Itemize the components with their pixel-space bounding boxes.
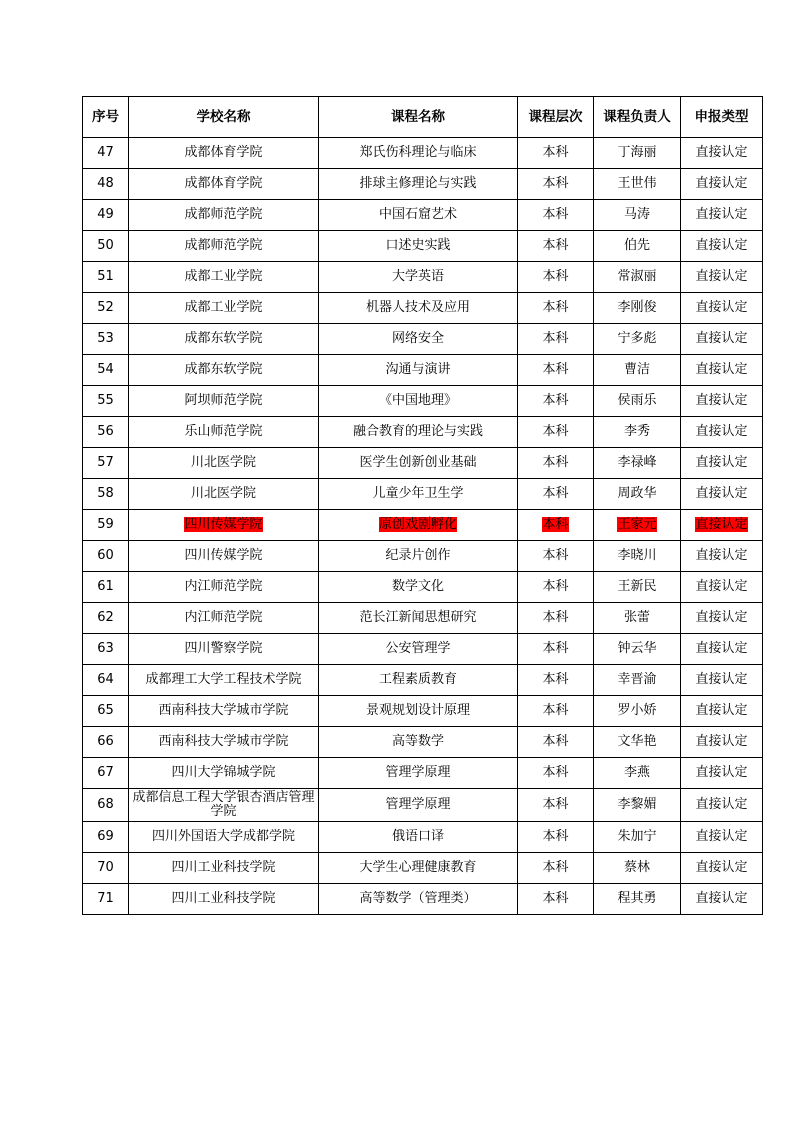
cell-course: 高等数学 [319, 727, 518, 758]
table-row [83, 510, 763, 541]
cell-course: 网络安全 [319, 324, 518, 355]
cell-school: 川北医学院 [129, 448, 319, 479]
cell-type: 直接认定 [681, 231, 763, 262]
cell-school: 四川警察学院 [129, 634, 319, 665]
cell-course: 数学文化 [319, 572, 518, 603]
cell-level: 本科 [518, 789, 594, 822]
table-row [83, 634, 763, 665]
cell-school: 内江师范学院 [129, 603, 319, 634]
cell-level: 本科 [518, 200, 594, 231]
cell-index: 70 [83, 853, 129, 884]
cell-type: 直接认定 [681, 262, 763, 293]
highlighted-text: 本科 [542, 517, 569, 532]
header-row [83, 97, 763, 138]
cell-index: 58 [83, 479, 129, 510]
table-row [83, 417, 763, 448]
cell-index: 65 [83, 696, 129, 727]
cell-index: 57 [83, 448, 129, 479]
table-header [83, 97, 763, 138]
cell-school: 四川大学锦城学院 [129, 758, 319, 789]
table-row [83, 293, 763, 324]
cell-school: 西南科技大学城市学院 [129, 696, 319, 727]
cell-level: 本科 [518, 665, 594, 696]
cell-type: 直接认定 [681, 884, 763, 915]
cell-type: 直接认定 [681, 634, 763, 665]
cell-lead: 蔡林 [594, 853, 681, 884]
table-row [83, 727, 763, 758]
cell-level: 本科 [518, 231, 594, 262]
cell-index: 61 [83, 572, 129, 603]
cell-index: 56 [83, 417, 129, 448]
cell-course: 儿童少年卫生学 [319, 479, 518, 510]
cell-course: 纪录片创作 [319, 541, 518, 572]
table-row [83, 541, 763, 572]
cell-type: 直接认定 [681, 355, 763, 386]
highlighted-text: 直接认定 [695, 517, 748, 532]
cell-lead: 丁海丽 [594, 138, 681, 169]
cell-course: 公安管理学 [319, 634, 518, 665]
cell-school: 成都体育学院 [129, 169, 319, 200]
cell-school: 内江师范学院 [129, 572, 319, 603]
cell-lead: 朱加宁 [594, 822, 681, 853]
cell-lead: 李刚俊 [594, 293, 681, 324]
cell-school: 川北医学院 [129, 479, 319, 510]
course-table [82, 96, 763, 915]
cell-school: 阿坝师范学院 [129, 386, 319, 417]
cell-type: 直接认定 [681, 138, 763, 169]
cell-school: 成都师范学院 [129, 200, 319, 231]
header-index: 序号 [83, 97, 129, 138]
cell-type: 直接认定 [681, 200, 763, 231]
table-row [83, 822, 763, 853]
cell-index: 55 [83, 386, 129, 417]
table-row [83, 884, 763, 915]
cell-lead: 李晓川 [594, 541, 681, 572]
cell-index: 60 [83, 541, 129, 572]
cell-lead: 李禄峰 [594, 448, 681, 479]
cell-index: 71 [83, 884, 129, 915]
cell-index: 49 [83, 200, 129, 231]
cell-course: 大学英语 [319, 262, 518, 293]
cell-index: 54 [83, 355, 129, 386]
cell-type: 直接认定 [681, 479, 763, 510]
cell-course: 口述史实践 [319, 231, 518, 262]
cell-level: 本科 [518, 727, 594, 758]
cell-level: 本科 [518, 572, 594, 603]
table-row [83, 572, 763, 603]
cell-type: 直接认定 [681, 448, 763, 479]
table-row [83, 324, 763, 355]
cell-level: 本科 [518, 479, 594, 510]
cell-course: 排球主修理论与实践 [319, 169, 518, 200]
cell-school: 成都东软学院 [129, 324, 319, 355]
cell-course: 范长江新闻思想研究 [319, 603, 518, 634]
cell-course: 大学生心理健康教育 [319, 853, 518, 884]
cell-type: 直接认定 [681, 603, 763, 634]
cell-index: 69 [83, 822, 129, 853]
cell-level: 本科 [518, 603, 594, 634]
cell-course: 管理学原理 [319, 758, 518, 789]
cell-index: 48 [83, 169, 129, 200]
cell-lead: 常淑丽 [594, 262, 681, 293]
cell-type: 直接认定 [681, 758, 763, 789]
cell-course: 俄语口译 [319, 822, 518, 853]
cell-course: 高等数学（管理类） [319, 884, 518, 915]
table-row [83, 853, 763, 884]
cell-school: 成都工业学院 [129, 293, 319, 324]
cell-lead: 李秀 [594, 417, 681, 448]
cell-type: 直接认定 [681, 293, 763, 324]
table-row [83, 169, 763, 200]
cell-index: 66 [83, 727, 129, 758]
cell-lead: 侯雨乐 [594, 386, 681, 417]
cell-index: 64 [83, 665, 129, 696]
cell-lead: 幸晋渝 [594, 665, 681, 696]
table-row [83, 200, 763, 231]
cell-school: 乐山师范学院 [129, 417, 319, 448]
table-row [83, 789, 763, 822]
header-school: 学校名称 [129, 97, 319, 138]
cell-school: 西南科技大学城市学院 [129, 727, 319, 758]
cell-course: 管理学原理 [319, 789, 518, 822]
cell-course: 《中国地理》 [319, 386, 518, 417]
cell-level: 本科 [518, 696, 594, 727]
cell-level: 本科 [518, 417, 594, 448]
cell-index: 63 [83, 634, 129, 665]
cell-course: 景观规划设计原理 [319, 696, 518, 727]
cell-level: 本科 [518, 758, 594, 789]
cell-school: 成都理工大学工程技术学院 [129, 665, 319, 696]
cell-lead: 王世伟 [594, 169, 681, 200]
cell-course: 郑氏伤科理论与临床 [319, 138, 518, 169]
cell-school: 四川外国语大学成都学院 [129, 822, 319, 853]
header-type: 申报类型 [681, 97, 763, 138]
cell-level: 本科 [518, 324, 594, 355]
cell-lead: 李黎媚 [594, 789, 681, 822]
cell-lead: 文华艳 [594, 727, 681, 758]
cell-index: 62 [83, 603, 129, 634]
table-body [83, 138, 763, 915]
cell-lead [594, 510, 681, 541]
cell-course: 沟通与演讲 [319, 355, 518, 386]
cell-school: 成都师范学院 [129, 231, 319, 262]
cell-type: 直接认定 [681, 696, 763, 727]
cell-school: 四川工业科技学院 [129, 853, 319, 884]
cell-course: 中国石窟艺术 [319, 200, 518, 231]
cell-level: 本科 [518, 355, 594, 386]
table-row [83, 138, 763, 169]
highlighted-text: 原创戏剧孵化 [378, 517, 457, 532]
cell-lead: 钟云华 [594, 634, 681, 665]
cell-school: 成都信息工程大学银杏酒店管理学院 [129, 789, 319, 822]
cell-level: 本科 [518, 541, 594, 572]
cell-type: 直接认定 [681, 727, 763, 758]
cell-course [319, 510, 518, 541]
table-row [83, 758, 763, 789]
cell-index: 52 [83, 293, 129, 324]
cell-level: 本科 [518, 293, 594, 324]
table-row [83, 355, 763, 386]
cell-type: 直接认定 [681, 853, 763, 884]
table-row [83, 603, 763, 634]
cell-index: 68 [83, 789, 129, 822]
cell-lead: 张蕾 [594, 603, 681, 634]
highlighted-text: 王家元 [617, 517, 657, 532]
table-row [83, 448, 763, 479]
cell-school: 四川传媒学院 [129, 541, 319, 572]
cell-school: 成都体育学院 [129, 138, 319, 169]
table-row [83, 696, 763, 727]
cell-course: 融合教育的理论与实践 [319, 417, 518, 448]
cell-lead: 王新民 [594, 572, 681, 603]
cell-type: 直接认定 [681, 417, 763, 448]
highlighted-text: 四川传媒学院 [184, 517, 263, 532]
cell-lead: 宁多彪 [594, 324, 681, 355]
table-row [83, 479, 763, 510]
cell-level: 本科 [518, 634, 594, 665]
cell-school: 四川工业科技学院 [129, 884, 319, 915]
cell-school: 成都东软学院 [129, 355, 319, 386]
cell-type: 直接认定 [681, 169, 763, 200]
cell-type: 直接认定 [681, 386, 763, 417]
table-row [83, 386, 763, 417]
cell-type: 直接认定 [681, 541, 763, 572]
cell-lead: 曹洁 [594, 355, 681, 386]
cell-level: 本科 [518, 138, 594, 169]
cell-level: 本科 [518, 853, 594, 884]
cell-type: 直接认定 [681, 324, 763, 355]
cell-level [518, 510, 594, 541]
cell-type: 直接认定 [681, 572, 763, 603]
cell-level: 本科 [518, 822, 594, 853]
header-lead: 课程负责人 [594, 97, 681, 138]
cell-index: 50 [83, 231, 129, 262]
cell-type: 直接认定 [681, 665, 763, 696]
cell-type [681, 510, 763, 541]
cell-level: 本科 [518, 262, 594, 293]
cell-index: 53 [83, 324, 129, 355]
cell-index: 47 [83, 138, 129, 169]
cell-index: 67 [83, 758, 129, 789]
cell-course: 工程素质教育 [319, 665, 518, 696]
cell-index: 59 [83, 510, 129, 541]
cell-lead: 马涛 [594, 200, 681, 231]
cell-course: 医学生创新创业基础 [319, 448, 518, 479]
cell-lead: 李燕 [594, 758, 681, 789]
cell-type: 直接认定 [681, 822, 763, 853]
cell-course: 机器人技术及应用 [319, 293, 518, 324]
cell-lead: 程其勇 [594, 884, 681, 915]
cell-level: 本科 [518, 884, 594, 915]
table-row [83, 231, 763, 262]
header-level: 课程层次 [518, 97, 594, 138]
cell-lead: 罗小娇 [594, 696, 681, 727]
table-row [83, 262, 763, 293]
cell-level: 本科 [518, 386, 594, 417]
cell-lead: 周政华 [594, 479, 681, 510]
table-row [83, 665, 763, 696]
cell-lead: 伯先 [594, 231, 681, 262]
cell-type: 直接认定 [681, 789, 763, 822]
cell-level: 本科 [518, 448, 594, 479]
cell-level: 本科 [518, 169, 594, 200]
cell-index: 51 [83, 262, 129, 293]
header-course: 课程名称 [319, 97, 518, 138]
cell-school: 成都工业学院 [129, 262, 319, 293]
cell-school [129, 510, 319, 541]
